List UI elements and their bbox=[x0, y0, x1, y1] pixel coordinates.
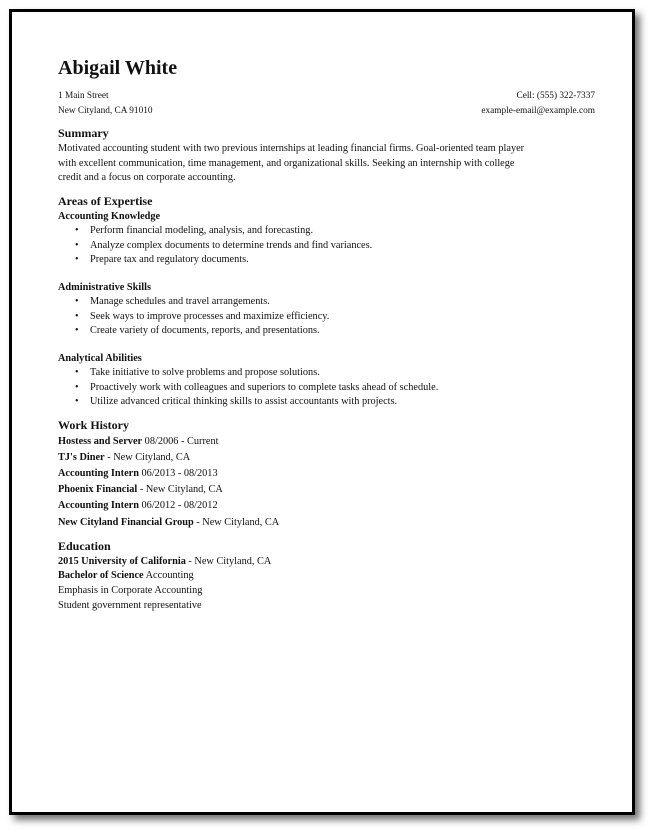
work-history-heading: Work History bbox=[58, 417, 129, 432]
address-line-2: New Cityland, CA 91010 bbox=[58, 105, 153, 116]
list-item: • Take initiative to solve problems and propose solutions. bbox=[58, 366, 595, 381]
contact-row-2 bbox=[58, 104, 595, 119]
list-item: • Analyze complex documents to determine trends and find variances. bbox=[58, 239, 595, 254]
summary-text bbox=[58, 142, 595, 186]
bullet-icon: • bbox=[75, 239, 79, 251]
expertise-heading: Areas of Expertise bbox=[58, 193, 153, 208]
bullet-icon: • bbox=[75, 381, 79, 393]
bullet-icon: • bbox=[75, 225, 79, 236]
cell-phone: Cell: (555) 322-7337 bbox=[516, 91, 595, 101]
bullet-icon: • bbox=[75, 325, 79, 336]
job-title-line: Accounting Intern 06/2012 - 08/2012 bbox=[58, 500, 218, 512]
list-item: • Seek ways to improve processes and maximize efficiency. bbox=[58, 310, 595, 325]
education-activity: Student government representative bbox=[58, 599, 202, 611]
job-employer-line: Phoenix Financial - New Cityland, CA bbox=[58, 484, 223, 496]
bullet-icon: • bbox=[75, 296, 79, 307]
email-address: example-email@example.com bbox=[481, 105, 595, 116]
bullet-icon: • bbox=[75, 254, 79, 265]
skill-group-title: Accounting Knowledge bbox=[58, 210, 161, 222]
bullet-icon: • bbox=[75, 396, 79, 407]
summary-line: with excellent communication, time management, and organizational skills. Seeking an internship with college bbox=[58, 157, 515, 169]
document-frame bbox=[9, 9, 635, 815]
education-school-line: 2015 University of California - New Cityland, CA bbox=[58, 555, 272, 567]
job-title-line: Hostess and Server 08/2006 - Current bbox=[58, 435, 219, 447]
list-item: • Proactively work with colleagues and superiors to complete tasks ahead of schedule. bbox=[58, 381, 595, 396]
resume-document bbox=[58, 56, 595, 613]
resume-name: Abigail White bbox=[58, 57, 178, 79]
skill-list bbox=[58, 224, 595, 268]
summary-line: credit and a focus on corporate accounting. bbox=[58, 172, 236, 183]
skill-group-title: Analytical Abilities bbox=[58, 352, 142, 364]
list-item: • Perform financial modeling, analysis, and forecasting. bbox=[58, 224, 595, 239]
skill-group-title: Administrative Skills bbox=[58, 281, 151, 293]
summary-line: Motivated accounting student with two previous internships at leading financial firms. Goal-oriented team player bbox=[58, 143, 525, 154]
list-item: • Prepare tax and regulatory documents. bbox=[58, 253, 595, 268]
job-employer-line: New Cityland Financial Group - New Cityland, CA bbox=[58, 516, 280, 528]
skill-group-accounting bbox=[58, 210, 595, 268]
summary-heading: Summary bbox=[58, 126, 109, 140]
skill-group-analytical bbox=[58, 352, 595, 410]
list-item: • Create variety of documents, reports, and presentations. bbox=[58, 324, 595, 339]
bullet-icon: • bbox=[75, 367, 79, 378]
contact-row-1 bbox=[58, 89, 595, 104]
job-title-line: Accounting Intern 06/2013 - 08/2013 bbox=[58, 467, 218, 479]
skill-group-administrative bbox=[58, 281, 595, 339]
job-employer-line: TJ's Diner - New Cityland, CA bbox=[58, 451, 191, 463]
education-heading: Education bbox=[58, 538, 111, 553]
list-item: • Manage schedules and travel arrangements. bbox=[58, 295, 595, 310]
address-line-1: 1 Main Street bbox=[58, 91, 109, 101]
education-degree-line: Bachelor of Science Accounting bbox=[58, 570, 194, 582]
list-item: • Utilize advanced critical thinking skills to assist accountants with projects. bbox=[58, 395, 595, 410]
skill-list bbox=[58, 295, 595, 339]
bullet-icon: • bbox=[75, 310, 79, 322]
education-emphasis: Emphasis in Corporate Accounting bbox=[58, 584, 203, 596]
skill-list bbox=[58, 366, 595, 410]
